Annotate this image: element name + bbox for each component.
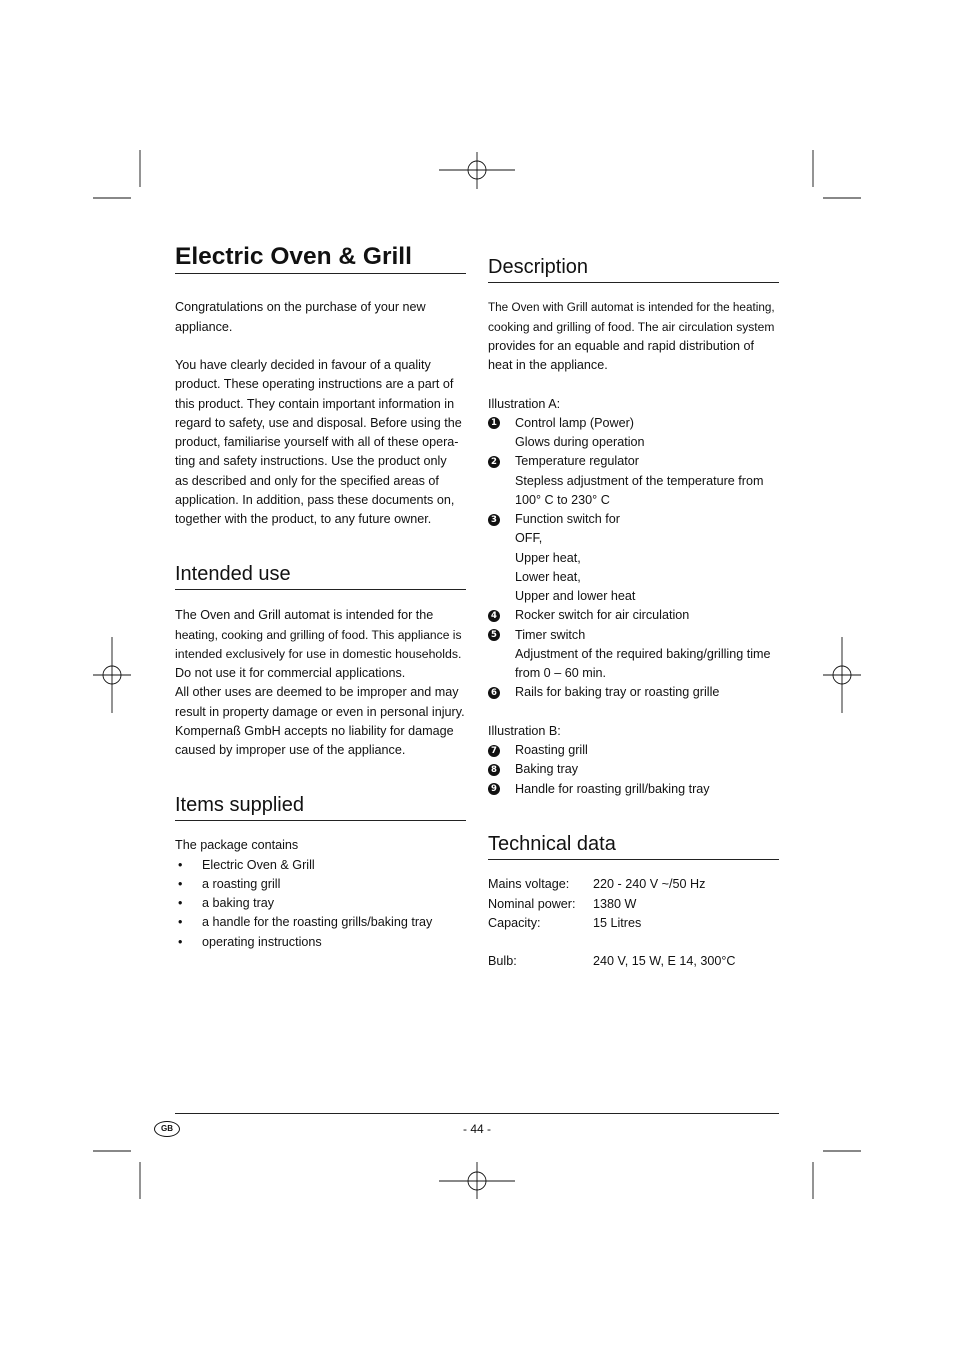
text-line: heat in the appliance. (488, 358, 608, 373)
illustration-label: Illustration A: (488, 396, 561, 411)
text-line: application. In addition, pass these documents on, (175, 492, 455, 507)
crop-mark-bottom-left (93, 1151, 140, 1199)
component-item (488, 510, 779, 606)
number-badge: 1 (488, 417, 500, 429)
component-item (488, 606, 779, 625)
component-detail: Adjustment of the required baking/grilling time (515, 646, 771, 661)
section-heading-intended-use: Intended use (175, 562, 466, 590)
bullet-icon: • (178, 915, 183, 930)
component-item (488, 452, 779, 510)
text-line: heating, cooking and grilling of food. This appliance is (175, 627, 462, 642)
crop-mark-top-left (93, 150, 140, 198)
component-name: Rocker switch for air circulation (515, 608, 690, 623)
country-badge: GB (154, 1121, 180, 1137)
bullet-icon: • (178, 857, 183, 872)
crop-mark-top-right (813, 150, 861, 198)
text-line: as described and only for the specified areas of (175, 473, 439, 488)
spec-value: 1380 W (593, 896, 637, 911)
list-item (175, 933, 466, 952)
text-line: together with the product, to any future owner. (175, 512, 432, 527)
component-detail: 100° C to 230° C (515, 492, 610, 507)
spec-value: 220 - 240 V ~/50 Hz (593, 877, 706, 892)
spec-row (488, 952, 779, 971)
registration-circle (833, 666, 851, 684)
spec-label: Bulb: (488, 954, 517, 969)
bullet-icon: • (178, 896, 183, 911)
text-line: All other uses are deemed to be improper and may (175, 685, 459, 700)
intended-use-text (175, 606, 466, 760)
list-item-text: a roasting grill (202, 876, 281, 891)
component-detail: Stepless adjustment of the temperature from (515, 473, 764, 488)
footer-divider (175, 1113, 779, 1114)
spec-label: Capacity: (488, 915, 541, 930)
component-detail: Glows during operation (515, 435, 645, 450)
text-line: The Oven with Grill automat is intended for the heating, (488, 301, 775, 315)
bullet-icon: • (178, 876, 183, 891)
text-line: product, familiarise yourself with all of these opera- (175, 435, 459, 450)
component-name: Temperature regulator (515, 454, 639, 469)
component-name: Baking tray (515, 762, 578, 777)
registration-circle (468, 1172, 486, 1190)
spec-label: Mains voltage: (488, 877, 570, 892)
component-detail: from 0 – 60 min. (515, 666, 606, 681)
component-item (488, 626, 779, 684)
page-number: - 44 - (462, 1122, 491, 1136)
text-line: cooking and grilling of food. The air circulation system (488, 319, 775, 334)
registration-mark-right (823, 637, 861, 713)
component-detail: Upper heat, (515, 550, 581, 565)
list-item (175, 875, 466, 894)
registration-mark-left (93, 637, 131, 713)
component-name: Handle for roasting grill/baking tray (515, 781, 710, 796)
technical-data-table (488, 875, 779, 971)
description-body (488, 298, 779, 799)
text-line: Do not use it for commercial applications. (175, 666, 406, 681)
intro-paragraph (175, 298, 466, 337)
illustration-a-list (488, 395, 779, 703)
component-item (488, 741, 779, 760)
component-detail: Lower heat, (515, 569, 581, 584)
text-line: Congratulations on the purchase of your new (175, 300, 426, 315)
spec-row (488, 875, 779, 894)
number-badge: 2 (488, 456, 500, 468)
number-badge: 3 (488, 514, 500, 526)
list-item-text: operating instructions (202, 934, 322, 949)
registration-mark-bottom (439, 1162, 515, 1199)
component-name: Roasting grill (515, 743, 588, 758)
number-badge: 5 (488, 629, 500, 641)
spec-label: Nominal power: (488, 896, 576, 911)
page-title: Electric Oven & Grill (175, 243, 466, 274)
text-line: caused by improper use of the appliance. (175, 743, 406, 758)
component-name: Control lamp (Power) (515, 415, 634, 430)
list-item-text: a handle for the roasting grills/baking tray (202, 915, 433, 930)
text-line: ting and safety instructions. Use the product only (175, 454, 447, 469)
text-line: appliance. (175, 319, 233, 334)
list-intro: The package contains (175, 838, 299, 853)
component-item (488, 780, 779, 799)
component-item (488, 683, 779, 702)
list-item-text: a baking tray (202, 896, 275, 911)
number-badge: 8 (488, 764, 500, 776)
text-line: You have clearly decided in favour of a quality (175, 358, 431, 373)
spec-row (488, 914, 779, 933)
text-line: result in property damage or even in personal injury. (175, 704, 465, 719)
number-badge: 4 (488, 610, 500, 622)
text-line: product. These operating instructions are a part of (175, 377, 454, 392)
text-line: provides for an equable and rapid distribution of (488, 338, 755, 353)
registration-circle (103, 666, 121, 684)
intro-paragraph (175, 356, 466, 529)
spec-value: 240 V, 15 W, E 14, 300°C (593, 954, 736, 969)
section-heading-items-supplied: Items supplied (175, 793, 466, 821)
text-line: this product. They contain important information in (175, 396, 455, 411)
text-line: Kompernaß GmbH accepts no liability for damage (175, 723, 454, 738)
spec-row (488, 895, 779, 914)
text-line: The Oven and Grill automat is intended for the (175, 608, 434, 623)
component-name: Timer switch (515, 627, 586, 642)
spec-value: 15 Litres (593, 915, 642, 930)
component-detail: OFF, (515, 531, 543, 546)
illustration-label: Illustration B: (488, 723, 561, 738)
text-line: intended exclusively for use in domestic households. (175, 646, 462, 661)
registration-circle (468, 161, 486, 179)
section-heading-technical-data: Technical data (488, 832, 779, 860)
illustration-b-list (488, 722, 779, 799)
component-item (488, 414, 779, 453)
text-line: regard to safety, use and disposal. Before using the (175, 415, 462, 430)
list-item-text: Electric Oven & Grill (202, 857, 315, 872)
registration-mark-top (439, 152, 515, 189)
component-name: Rails for baking tray or roasting grille (515, 685, 720, 700)
list-item (175, 894, 466, 913)
intro-text (175, 298, 466, 529)
list-item (175, 913, 466, 932)
section-heading-description: Description (488, 255, 779, 283)
bullet-icon: • (178, 934, 183, 949)
component-name: Function switch for (515, 512, 620, 527)
number-badge: 9 (488, 783, 500, 795)
list-item (175, 856, 466, 875)
number-badge: 6 (488, 687, 500, 699)
component-item (488, 760, 779, 779)
items-supplied-list (175, 836, 466, 952)
component-detail: Upper and lower heat (515, 589, 636, 604)
crop-mark-bottom-right (813, 1151, 861, 1199)
number-badge: 7 (488, 745, 500, 757)
